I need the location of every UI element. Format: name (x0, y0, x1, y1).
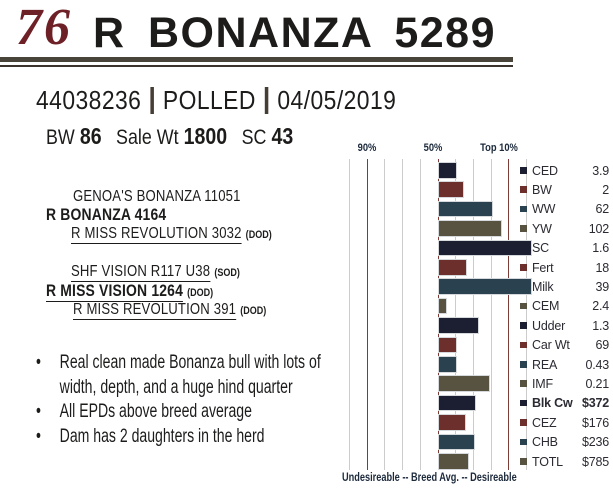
epd-value-rea: 0.43 (585, 357, 609, 372)
epd-value-ced: 3.9 (592, 163, 609, 178)
epd-bar-ced (439, 163, 456, 178)
epd-value-totl: $785 (581, 454, 609, 469)
axis-label-90: 90% (357, 142, 377, 154)
pedigree-dam (46, 281, 250, 301)
pedigree-sire (46, 205, 198, 225)
epd-bar-imf (439, 376, 489, 391)
ancestor-name: R MISS REVOLUTION 3032 (71, 225, 242, 242)
note-item (36, 400, 347, 425)
epd-row-blk-cw (532, 396, 609, 411)
epd-row-ww (532, 202, 609, 217)
epd-row-cez (532, 415, 609, 430)
separator-bar (150, 87, 154, 114)
epd-bar-milk (439, 279, 531, 294)
legend-square-blk-cw (520, 400, 527, 407)
epd-value-blk-cw: $372 (581, 396, 609, 411)
gridline (420, 159, 421, 470)
sale-wt-label: Sale Wt (116, 126, 179, 149)
legend-square-imf (520, 380, 527, 387)
epd-value-chb: $236 (581, 435, 609, 450)
epd-value-imf: 0.21 (585, 376, 609, 391)
note-text: All EPDs above breed average (59, 401, 252, 422)
bw-value: 86 (79, 123, 102, 149)
separator-bar (265, 87, 269, 114)
stats-line (46, 123, 354, 151)
sale-wt-value: 1800 (183, 123, 228, 149)
pedigree-dam-granddam (73, 300, 309, 319)
epd-label-imf: IMF (532, 376, 553, 391)
epd-label-bw: BW (532, 182, 552, 197)
epd-label-chb: CHB (532, 435, 558, 450)
epd-label-blk-cw: Blk Cw (532, 396, 573, 411)
epd-bar-yw (439, 221, 501, 236)
epd-row-milk (532, 279, 609, 294)
bullet-dot: • (36, 352, 41, 373)
legend-square-chb (520, 439, 527, 446)
epd-row-bw (532, 182, 609, 197)
percentile-axis-line (508, 159, 509, 470)
note-text: Dam has 2 daughters in the herd (59, 425, 265, 447)
epd-label-yw: YW (532, 221, 552, 236)
lot-number: 76 (16, 0, 72, 56)
epd-value-udder: 1.3 (592, 318, 609, 333)
percentile-axis-line (367, 159, 368, 470)
epd-label-rea: REA (532, 357, 558, 372)
epd-label-udder: Udder (532, 318, 566, 333)
header-rule-thin (0, 65, 513, 68)
epd-bar-cem (439, 299, 446, 314)
epd-bar-car-wt (439, 338, 456, 353)
epd-bar-udder (439, 318, 478, 333)
notes-list (36, 351, 347, 449)
legend-square-cez (520, 419, 527, 426)
ancestor-name: SHF VISION R117 U38 (71, 263, 211, 280)
legend-square-yw (520, 225, 527, 232)
epd-value-cez: $176 (581, 415, 609, 430)
epd-row-rea (532, 357, 609, 372)
note-text: Real clean made Bonanza bull with lots of width, depth, and a huge hind quarter (59, 352, 321, 398)
header-rule (0, 57, 513, 62)
epd-label-sc: SC (532, 241, 549, 256)
horn-status: POLLED (162, 85, 256, 115)
legend-square-udder (520, 322, 527, 329)
pedigree-dam-grandsire (71, 262, 277, 281)
epd-value-ww: 62 (595, 202, 609, 217)
epd-row-fert (532, 260, 609, 275)
axis-label-top10: Top 10% (480, 142, 518, 154)
chart-footer: Undesireable -- Breed Avg. -- Desireable (342, 472, 517, 484)
epd-value-car-wt: 69 (595, 338, 609, 353)
epd-label-cez: CEZ (532, 415, 557, 430)
epd-row-totl (532, 454, 609, 469)
registration-number: 44038236 (36, 85, 142, 115)
legend-square-ww (520, 206, 527, 213)
pedigree-sire-grandsire (73, 187, 282, 206)
epd-label-cem: CEM (532, 299, 560, 314)
legend-square-totl (520, 458, 527, 465)
ancestor-name: R BONANZA 4164 (46, 205, 167, 224)
epd-row-sc (532, 241, 609, 256)
epd-bar-totl (439, 454, 468, 469)
epd-value-fert: 18 (595, 260, 609, 275)
epd-row-yw (532, 221, 609, 236)
bw-label: BW (46, 126, 75, 149)
epd-row-ced (532, 163, 609, 178)
epd-label-totl: TOTL (532, 454, 563, 469)
legend-square-cem (520, 303, 527, 310)
epd-label-fert: Fert (532, 260, 554, 275)
epd-bar-blk-cw (439, 396, 475, 411)
legend-square-rea (520, 361, 527, 368)
legend-square-fert (520, 264, 527, 271)
legend-square-bw (520, 186, 527, 193)
epd-bar-bw (439, 182, 463, 197)
birth-date: 04/05/2019 (277, 85, 397, 115)
epd-row-udder (532, 318, 609, 333)
gridline (349, 159, 350, 470)
bullet-dot: • (36, 401, 41, 422)
legend-square-car-wt (520, 342, 527, 349)
epd-value-sc: 1.6 (592, 241, 609, 256)
epd-value-milk: 39 (595, 279, 609, 294)
ancestor-name: GENOA'S BONANZA 11051 (73, 188, 241, 205)
epd-bar-chb (439, 435, 474, 450)
epd-bar-cez (439, 415, 465, 430)
sc-value: 43 (271, 123, 294, 149)
gridline (384, 159, 385, 470)
pedigree-sire-granddam (71, 224, 316, 243)
epd-row-car-wt (532, 338, 609, 353)
epd-bar-ww (439, 202, 492, 217)
epd-value-bw: 2 (602, 182, 609, 197)
epd-value-cem: 2.4 (592, 299, 609, 314)
ancestor-tag: (SOD) (214, 267, 240, 279)
epd-value-yw: 102 (588, 221, 609, 236)
bullet-dot: • (36, 425, 41, 447)
epd-label-milk: Milk (532, 279, 554, 294)
page-title: R BONANZA 5289 (93, 9, 496, 57)
axis-label-50: 50% (423, 142, 443, 154)
gridline (402, 159, 403, 470)
epd-label-ced: CED (532, 163, 558, 178)
epd-bar-fert (439, 260, 466, 275)
epd-row-cem (532, 299, 609, 314)
legend-square-ced (520, 167, 527, 174)
epd-bar-sc (439, 241, 531, 256)
ancestor-name: R MISS VISION 1264 (46, 281, 183, 300)
ancestor-tag: (DOD) (187, 287, 214, 299)
epd-bar-rea (439, 357, 456, 372)
ancestor-name: R MISS REVOLUTION 391 (73, 301, 237, 318)
ancestor-tag: (DOD) (245, 229, 272, 241)
note-item (36, 425, 347, 450)
ancestor-tag: (DOD) (240, 305, 267, 317)
epd-row-chb (532, 435, 609, 450)
epd-row-imf (532, 376, 609, 391)
sc-label: SC (241, 126, 267, 149)
epd-label-car-wt: Car Wt (532, 338, 570, 353)
epd-label-ww: WW (532, 202, 556, 217)
registration-line (36, 85, 445, 115)
note-item (36, 351, 347, 400)
